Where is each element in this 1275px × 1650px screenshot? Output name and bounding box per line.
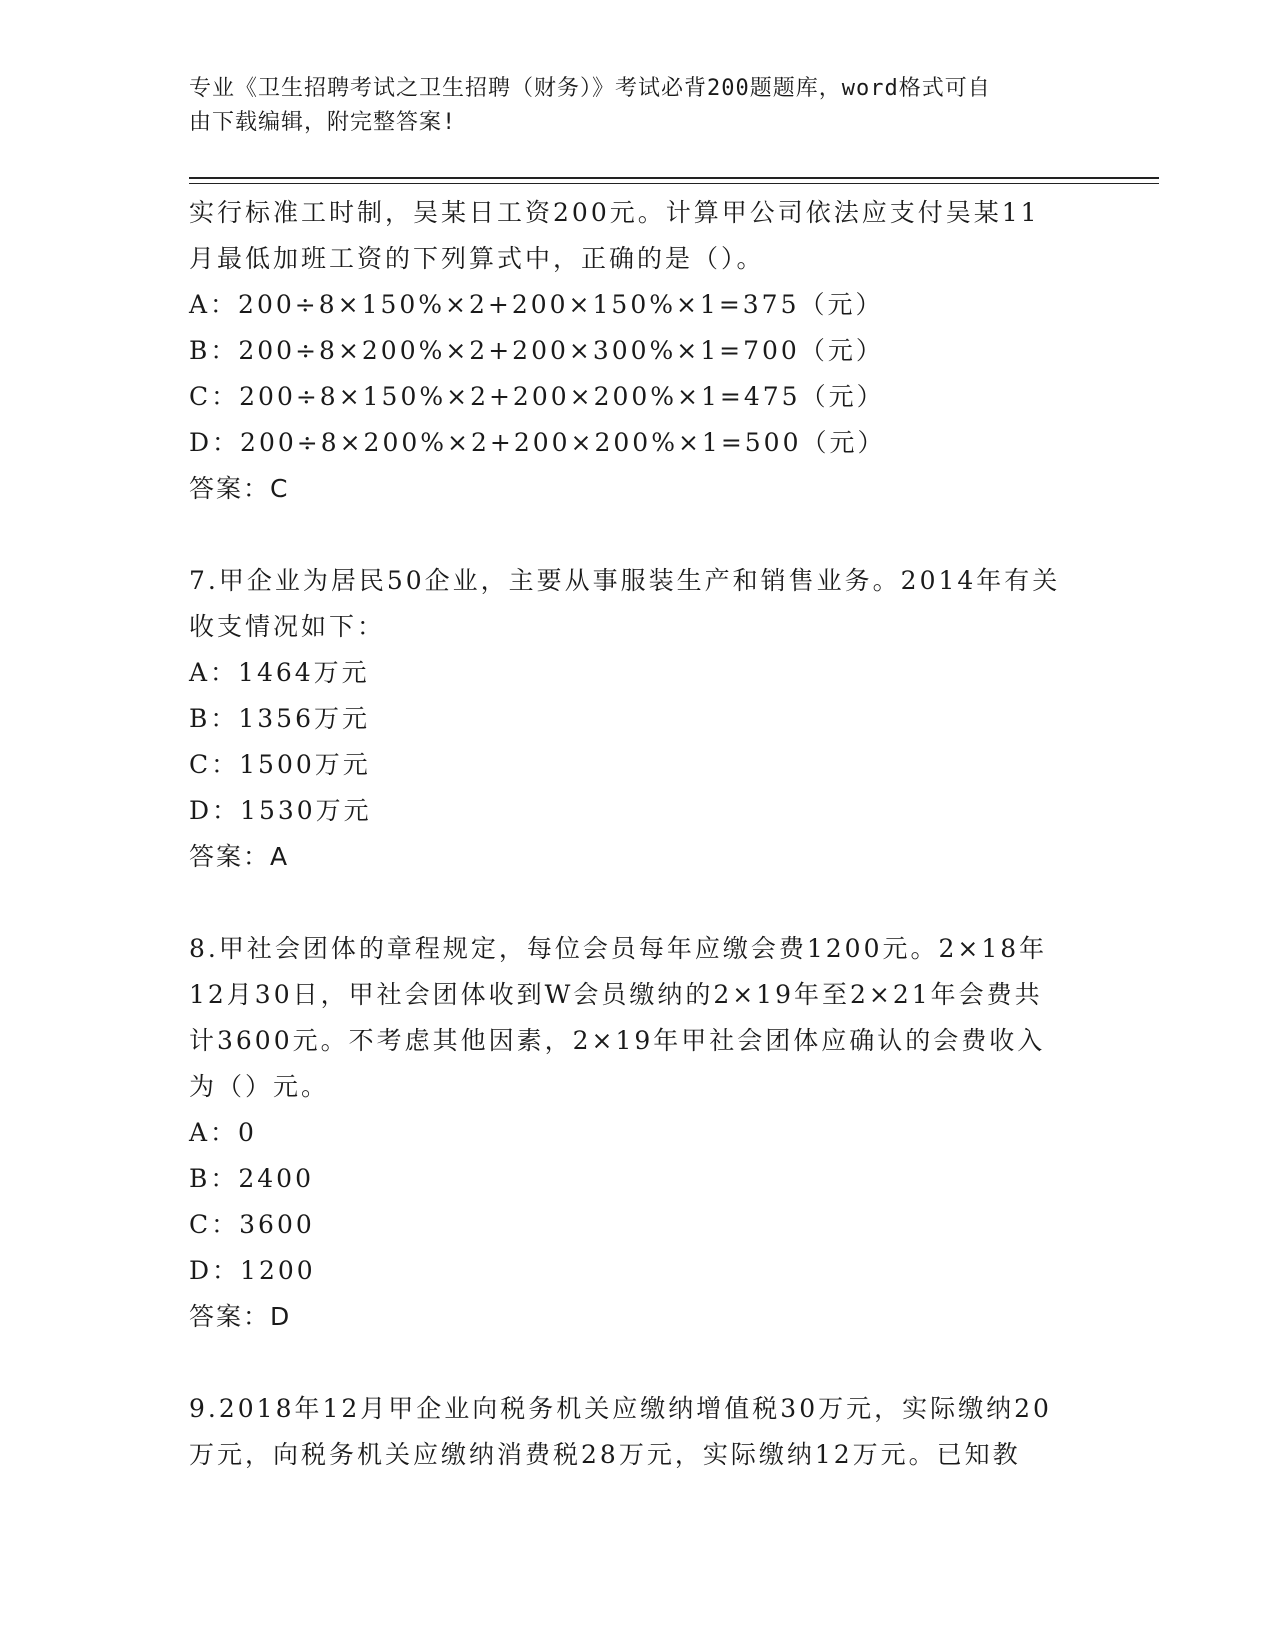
- document-body: [189, 190, 1089, 1478]
- question-8: [189, 926, 1089, 1340]
- option-d: D：200÷8×200%×2+200×200%×1=500（元）: [189, 428, 886, 457]
- question-7: [189, 558, 1089, 880]
- question-9: [189, 1386, 1089, 1478]
- answer-text: 答案：D: [189, 1302, 292, 1331]
- option-c: C：3600: [189, 1210, 315, 1239]
- question-stem: 月最低加班工资的下列算式中，正确的是（）。: [189, 244, 765, 273]
- option-a: A：0: [189, 1118, 257, 1147]
- question-stem: 8.甲社会团体的章程规定，每位会员每年应缴会费1200元。2×18年: [189, 934, 1048, 963]
- header-divider-thin: [189, 183, 1159, 184]
- option-b: B：200÷8×200%×2+200×300%×1=700（元）: [189, 336, 884, 365]
- answer-text: 答案：A: [189, 842, 290, 871]
- question-stem: 7.甲企业为居民50企业，主要从事服装生产和销售业务。2014年有关: [189, 566, 1061, 595]
- question-stem: 12月30日，甲社会团体收到W会员缴纳的2×19年至2×21年会费共: [189, 980, 1043, 1009]
- question-6: [189, 190, 1089, 512]
- option-a: A：1464万元: [189, 658, 370, 687]
- question-stem: 收支情况如下：: [189, 612, 386, 641]
- question-stem: 实行标准工时制，吴某日工资200元。计算甲公司依法应支付吴某11: [189, 198, 1040, 227]
- option-b: B：1356万元: [189, 704, 370, 733]
- question-stem: 为（）元。: [189, 1072, 330, 1101]
- header-line-2: 由下载编辑，附完整答案!: [189, 110, 457, 135]
- option-a: A：200÷8×150%×2+200×150%×1=375（元）: [189, 290, 884, 319]
- header-line-1: 专业《卫生招聘考试之卫生招聘（财务）》考试必背200题题库，word格式可自: [189, 76, 991, 101]
- document-header: [189, 72, 1089, 140]
- question-stem: 计3600元。不考虑其他因素，2×19年甲社会团体应确认的会费收入: [189, 1026, 1046, 1055]
- option-d: D：1200: [189, 1256, 316, 1285]
- option-b: B：2400: [189, 1164, 314, 1193]
- answer-text: 答案：C: [189, 474, 290, 503]
- question-stem: 万元，向税务机关应缴纳消费税28万元，实际缴纳12万元。已知教: [189, 1440, 1021, 1469]
- option-d: D：1530万元: [189, 796, 372, 825]
- option-c: C：1500万元: [189, 750, 371, 779]
- question-stem: 9.2018年12月甲企业向税务机关应缴纳增值税30万元，实际缴纳20: [189, 1394, 1052, 1423]
- option-c: C：200÷8×150%×2+200×200%×1=475（元）: [189, 382, 885, 411]
- header-divider-thick: [189, 177, 1159, 179]
